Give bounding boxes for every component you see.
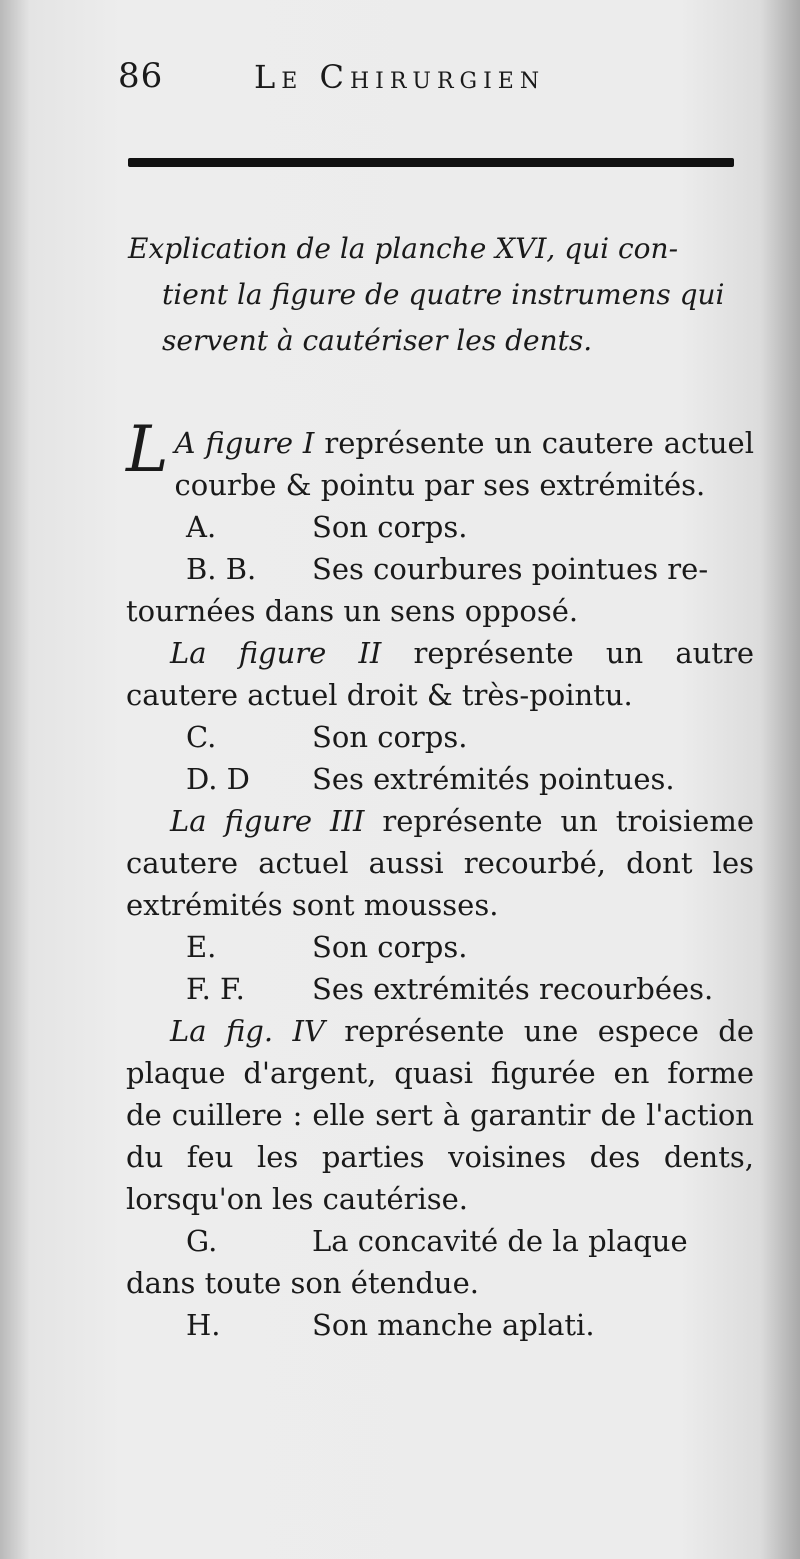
page-body	[126, 413, 754, 1346]
legend-key: A.	[186, 510, 217, 544]
page-header	[118, 56, 758, 106]
legend-value: Ses courbures pointues re-	[312, 552, 709, 586]
legend-item	[126, 1304, 754, 1346]
legend-item	[126, 716, 754, 758]
figure-3-lead: La figure III	[170, 804, 365, 838]
legend-value: Ses extrémités pointues.	[312, 762, 675, 796]
figure-4-lead: La fig. IV	[170, 1014, 325, 1048]
legend-key: H.	[186, 1308, 221, 1342]
legend-item	[126, 968, 754, 1010]
figure-1-lead: A figure I	[174, 426, 315, 460]
figure-4-paragraph	[126, 1010, 754, 1220]
legend-item	[126, 506, 754, 548]
figure-2-text: représente un autre cautere actuel droit & très-pointu.	[126, 636, 754, 712]
legend-key: F. F.	[186, 972, 245, 1006]
caption-line: tient la figure de quatre instrumens qui	[162, 278, 725, 311]
figure-2-lead: La figure II	[170, 636, 382, 670]
drop-cap: L	[126, 413, 169, 487]
legend-value: Ses extrémités recourbées.	[312, 972, 714, 1006]
running-head: Le Chirurgien	[254, 58, 546, 96]
legend-value: Son corps.	[312, 510, 468, 544]
caption-line: Explication de la planche XVI, qui con-	[128, 232, 679, 265]
legend-value: La concavité de la plaque	[312, 1224, 688, 1258]
legend-key: G.	[186, 1224, 218, 1258]
figure-3-paragraph	[126, 800, 754, 926]
figure-1-text: représente un cautere actuel courbe & pointu par ses extrémités.	[174, 426, 754, 502]
page-number: 86	[118, 56, 164, 96]
legend-item	[126, 1220, 754, 1262]
plate-caption	[128, 226, 753, 364]
legend-value: Son corps.	[312, 720, 468, 754]
figure-1-paragraph	[126, 413, 754, 506]
figure-3-text: représente un troisieme cautere actuel aussi recourbé, dont les extrémités sont mousses.	[126, 804, 754, 922]
legend-key: D. D	[186, 762, 250, 796]
legend-key: C.	[186, 720, 217, 754]
legend-item	[126, 926, 754, 968]
legend-key: E.	[186, 930, 217, 964]
legend-key: B. B.	[186, 552, 257, 586]
legend-value: Son manche aplati.	[312, 1308, 595, 1342]
legend-continuation: tournées dans un sens opposé.	[126, 594, 579, 628]
figure-2-paragraph	[126, 632, 754, 716]
legend-item	[126, 758, 754, 800]
legend-item	[126, 548, 754, 590]
header-rule	[128, 158, 734, 167]
figure-4-text: représente une espece de plaque d'argent, quasi figurée en forme de cuillere : elle sert à garantir de l'action du feu les parties voisines des dents, lorsqu'on les cautérise.	[126, 1014, 754, 1216]
caption-line: servent à cautériser les dents.	[162, 324, 593, 357]
legend-value: Son corps.	[312, 930, 468, 964]
legend-continuation: dans toute son étendue.	[126, 1266, 479, 1300]
